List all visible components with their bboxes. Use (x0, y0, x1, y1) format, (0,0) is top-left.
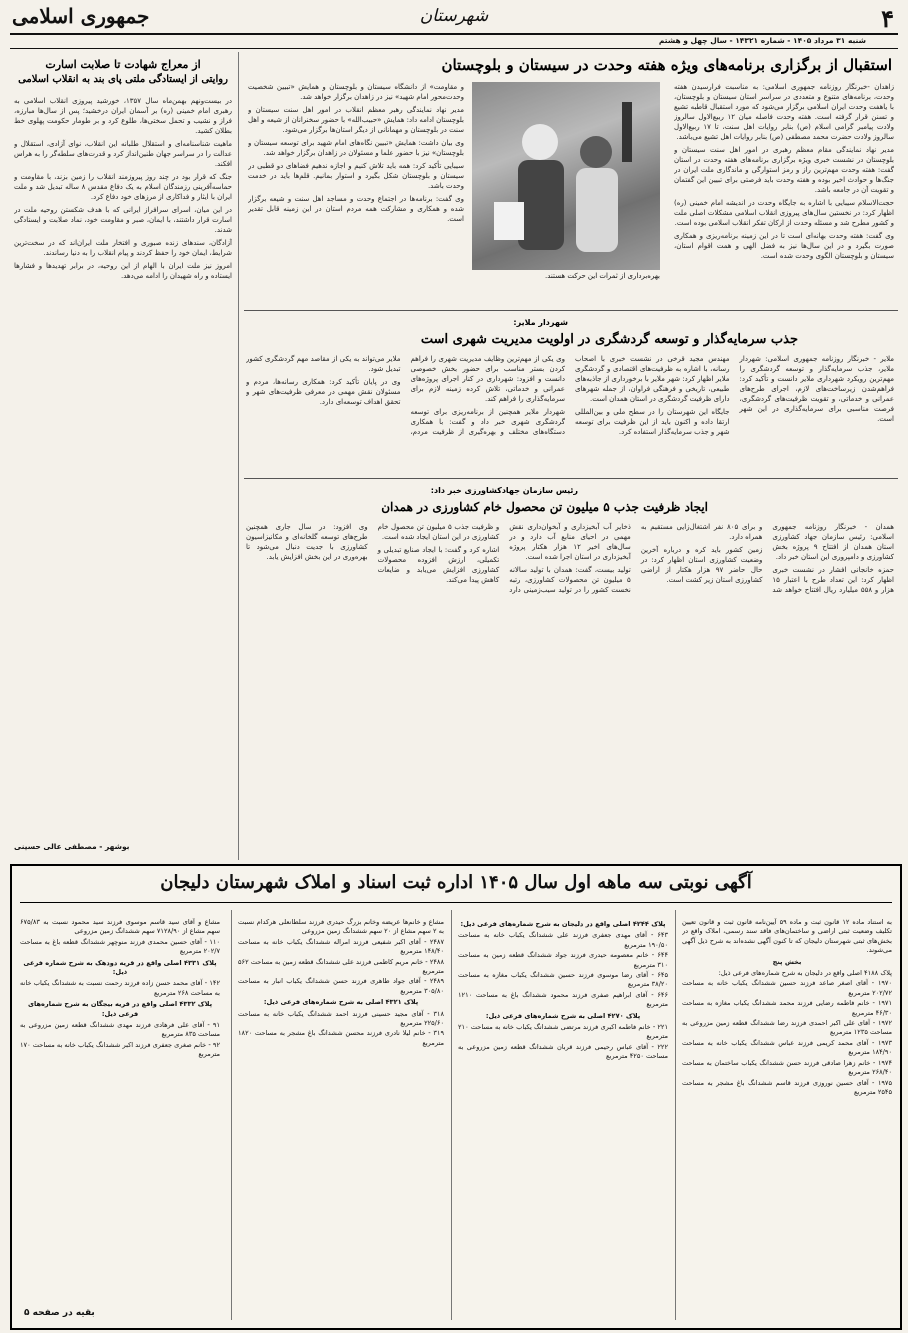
photo-icon (472, 82, 660, 270)
side-headline-line-1: از معراج شهادت تا صلابت اسارت (45, 58, 201, 71)
continued-note: بقیه در صفحه ۵ (24, 1308, 95, 1318)
notice-column-4 (20, 918, 220, 1308)
notice-entry: ۶۴۵ - آقای رضا موسوی فرزند حسین ششدانگ یکباب مغازه به مساحت ۳۸/۲۰ مترمربع (458, 971, 668, 989)
notice-title: آگهی نوبتی سه ماهه اول سال ۱۴۰۵ اداره ثبت اسناد و املاک شهرستان دلیجان (160, 872, 752, 893)
bottom-story-body (246, 522, 894, 856)
paragraph: وی در پایان تأکید کرد: همکاری رسانه‌ها، مردم و مسئولان نقش مهمی در معرفی ظرفیت‌های شهر و تحقق اهداف توسعه‌ای دارد. (246, 378, 401, 406)
notice-entry: پلاک ۴۱۸۸ اصلی واقع در دلیجان به شرح شماره‌های فرعی ذیل: (718, 969, 892, 978)
paragraph: زاهدان -خبرنگار روزنامه جمهوری اسلامی: به مناسبت فرارسیدن هفته وحدت، برنامه‌های متنوع و متعددی در سراسر استان سیستان و بلوچستان، با یاهفت وحدت ایران اسلامی برگزار می‌شود که مورد استقبال قاطبه تشیع و تسنن قرار گرفته است. هفته وحدت فاصله میان ۱۲ ربیع‌الاول سالروز ولادت پیامبر گرامی اسلام (ص) بنابر روایات اهل سنت، تا ۱۷ ربیع‌الاول سالروز ولادت حضرت محمد مصطفی (ص) بنابر روایات اهل تشیع می‌باشد. (674, 83, 894, 141)
paragraph: مهندس مجید قرخی در نشست خبری با اصحاب رسانه، با اشاره به ظرفیت‌های اقتصادی و گردشگری ملایر اظهار کرد: شهر ملایر با برخورداری از جاذبه‌های طبیعی، تاریخی و فرهنگی فراوان، از جمله شهرهای دارای ظرفیت گردشگری در استان همدان است. (575, 355, 730, 403)
paragraph: و مقاومت» از دانشگاه سیستان و بلوچستان و همایش «تبیین شخصیت وحدت‌محور امام شهید» نیز در زاهدان برگزار خواهد شد. (248, 83, 464, 101)
notice-entry: ۹۱ - آقای علی فرهادی فرزند مهدی ششدانگ قطعه زمین مزروعی به مساحت ۸۳۵ مترمربع (20, 1021, 220, 1039)
notice-entry: ۲۲۲ - آقای عباس رحیمی فرزند قربان ششدانگ قطعه زمین مزروعی به مساحت ۴۲۵۰ مترمربع (458, 1042, 668, 1061)
paragraph: سیبایی تأکید کرد: همه باید تلاش کنیم و اجازه ندهیم فضاهای دو قطبی در سیستان و بلوچستان شکل بگیرد و استوار بمانیم. قلم‌ها باید در خدمت وحدت باشد. (248, 162, 464, 190)
paragraph: ذخایر آب آبخیزداری و آبخوان‌داری نقش مهمی در احیای منابع آب دارد و در سال‌های اخیر ۱۲ هزار هکتار پروژه آبخیزداری در استان اجرا شده است. (509, 523, 631, 561)
paragraph: مدیر نهاد نمایندگی رهبر معظم انقلاب در امور اهل سنت سیستان و بلوچستان ادامه داد: همایش «حبیب‌الله» با حضور سخنرانان از شیعه و اهل سنت در بلوچستان و مهمانانی از دیگر استان‌ها برگزار می‌شود. (248, 106, 464, 134)
news-photo (472, 82, 660, 270)
paragraph: شهردار ملایر همچنین از برنامه‌ریزی برای توسعه گردشگری شهری خبر داد و گفت: با همکاری دستگاه‌های مختلف و بهره‌گیری از ظرفیت مردم، ملایر می‌تواند به یکی از مقاصد مهم گردشگری کشور تبدیل شود. (246, 355, 565, 436)
side-story-body (14, 96, 232, 834)
notice-entry: پلاک ۴۳۳۲ اصلی واقع در قریه بیجگان به شرح شماره‌های فرعی ذیل: (27, 1000, 213, 1018)
bottom-kicker: رئیس سازمان جهادکشاورزی خبر داد: (430, 486, 578, 495)
dateline-rule (10, 48, 898, 49)
column-divider (238, 52, 239, 860)
paragraph: در این میان، اسرای سرافراز ایرانی که با هدف شکستن روحیه ملت در اسارت قرار داشتند، با ایمان، صبر و مقاومت خود، نماد صلابت و ایستادگی شدند. (14, 206, 232, 234)
notice-rule (20, 902, 892, 903)
paragraph: حمزه خانجانی افشار در نشست خبری اظهار کرد: این تعداد طرح با اعتبار ۱۵ هزار و ۵۵۸ میلیارد ریال افتتاح خواهد شد و برای ۸۰۵ نفر اشتغال‌زایی مستقیم به همراه دارد. (640, 523, 894, 594)
middle-headline: جذب سرمایه‌گذار و توسعه گردشگری در اولویت مدیریت شهری است (420, 332, 798, 347)
section-name: شهرستان (419, 6, 489, 26)
paragraph: امروز نیز ملت ایران با الهام از این روحیه، در برابر تهدیدها و فشارها ایستاده و راه شهیدان را ادامه می‌دهد. (14, 262, 232, 280)
paragraph: وی گفت: برنامه‌ها در اجتماع وحدت و مساجد اهل سنت و شیعه برگزار شده و همکاری و مشارکت همه مردم استان در این زمینه قابل تقدیر است. (248, 195, 464, 223)
paragraph: وی افزود: در سال جاری همچنین طرح‌های توسعه گلخانه‌ای و مکانیزاسیون کشاورزی با جدیت دنبال می‌شود تا بهره‌وری در این بخش افزایش یابد. (246, 523, 368, 561)
main-story-column-2 (248, 82, 464, 304)
paragraph: مدیر نهاد نمایندگی مقام معظم رهبری در امور اهل سنت سیستان و بلوچستان در نشست خبری ویژه برگزاری برنامه‌های هفته وحدت در استان گفت: هفته وحدت مهم‌ترین راز و رمز استوارگی و ماندگاری ملت ایران در جنگ‌ها و حوادث اخیر بوده و هفته وحدت باید فرصتی برای تبیین این گفتمان و تقویت آن در جامعه باشد. (674, 146, 894, 194)
paragraph: ملایر - خبرنگار روزنامه جمهوری اسلامی: شهردار ملایر، جذب سرمایه‌گذار و توسعه گردشگری را مهم‌ترین رویکرد شهرداری ملایر دانست و تأکید کرد: فراهم‌شدن زیرساخت‌های لازم، اجرای طرح‌های عمرانی و خدماتی، و تقویت ظرفیت‌های گردشگری، فرصت مناسبی برای سرمایه‌گذاری در این شهر است. (739, 355, 894, 423)
paragraph: اشاره کرد و گفت: با ایجاد صنایع تبدیلی و تکمیلی، ارزش افزوده محصولات کشاورزی افزایش می‌یابد و ضایعات کاهش پیدا می‌کند. (377, 546, 500, 584)
notice-entry: ۱۹۷۳ - آقای محمد کریمی فرزند عباس ششدانگ یکباب خانه به مساحت ۱۸۴/۹۰ مترمربع (682, 1038, 892, 1057)
notice-entry: ۶۴۴ - خانم معصومه حیدری فرزند جواد ششدانگ قطعه زمین به مساحت ۳۱۰ مترمربع (458, 951, 668, 969)
paragraph: همدان - خبرنگار روزنامه جمهوری اسلامی: رئیس سازمان جهاد کشاورزی استان همدان از افتتاح ۹ پروژه بخش کشاورزی و دامپروری این استان خبر داد. (772, 523, 894, 561)
masthead: جمهوری اسلامی (12, 4, 150, 28)
notice-column-1 (682, 918, 892, 1322)
paragraph: جنگ که قرار بود در چند روز پیروزمند انقلاب را زمین بزند، با مقاومت و حماسه‌آفرینی رزمندگان اسلام به یک دفاع مقدس ۸ ساله تبدیل شد و ملت ایران با ایثار و فداکاری از مرزهای خود دفاع کرد. (14, 173, 232, 201)
notice-entry: مشاع و خانم‌ها عریضه وخانم بزرگ حیدری فرزند سلطانعلی هرکدام نسبت به ۲ سهم مشاع از ۲۰ سهم ششدانگ زمین مزروعی (238, 918, 444, 936)
paragraph: آزادگان، سندهای زنده صبوری و افتخار ملت ایران‌اند که در سخت‌ترین شرایط، ایمان خود را حفظ کردند و پیام انقلاب را به دنیا رساندند. (14, 239, 232, 257)
notice-entry: ۱۹۷۴ - خانم زهرا صادقی فرزند حسن ششدانگ یکباب ساختمان به مساحت ۲۶۸/۴۰ مترمربع (682, 1058, 892, 1077)
notice-entry: ۱۹۷۰ - آقای اصغر صاعد فرزند حسین ششدانگ یکباب خانه به مساحت ۲۰۲/۷۲ مترمربع (682, 979, 892, 997)
paragraph: تولید بیست، گفت: همدان با تولید سالانه ۵ میلیون تن محصولات کشاورزی، رتبه نخست کشور را در تولید سیب‌زمینی دارد و ظرفیت جذب ۵ میلیون تن محصول خام کشاورزی در این استان ایجاد شده است. (377, 523, 631, 594)
bottom-headline: ایجاد ظرفیت جذب ۵ میلیون تن محصول خام کشاورزی در همدان (381, 500, 708, 514)
paragraph: در بیست‌ونهم بهمن‌ماه سال ۱۳۵۷، خورشید پیروزی انقلاب اسلامی به رهبری امام خمینی (ره) بر آسمان ایران درخشید؛ پس از سال‌ها مبارزه، فراز و نشیب و تحمل سختی‌ها، طلوع کرد و بر طومار حکومت پهلوی خط بطلان کشید. (14, 97, 232, 135)
paragraph: وی گفت: هفته وحدت بهانه‌ای است تا در این زمینه برنامه‌ریزی و همکاری صورت بگیرد و در این سال‌ها نیز به فضل الهی و همت اقوام استان، سیستان و بلوچستان الگوی وحدت شده است. (674, 232, 894, 260)
middle-kicker: شهردار ملایر: (513, 318, 568, 327)
section-rule (244, 478, 898, 479)
notice-column-3 (238, 918, 444, 1322)
paragraph: وی یکی از مهم‌ترین وظایف مدیریت شهری را فراهم کردن بستر مناسب برای حضور بخش خصوصی دانست و افزود: شهرداری در کنار اجرای پروژه‌های عمرانی و خدماتی، تلاش کرده زمینه لازم برای سرمایه‌گذاری را فراهم کند. (410, 355, 565, 403)
side-headline-line-2: روایتی از ایستادگی ملتی پای بند به انقلاب اسلامی (18, 74, 228, 85)
middle-story-body (246, 354, 894, 472)
notice-entry: ۲۴۸۸ - خانم مریم کاظمی فرزند علی ششدانگ قطعه زمین به مساحت ۵۶۲ مترمربع (238, 957, 444, 976)
notice-entry: ۱۱۰ - آقای حسین محمدی فرزند منوچهر ششدانگ قطعه باغ به مساحت ۲۰۲/۷ مترمربع (20, 937, 220, 956)
notice-divider (451, 910, 452, 1320)
notice-entry: ۳۱۹ - خانم لیلا نادری فرزند محسن ششدانگ باغ مشجر به مساحت ۱۸۲۰ مترمربع (238, 1029, 444, 1047)
notice-entry: ۱۹۷۵ - آقای حسین نوروزی فرزند قاسم ششدانگ باغ مشجر به مساحت ۲۵۴۵ مترمربع (682, 1078, 892, 1096)
section-rule (244, 310, 898, 311)
notice-entry: ۶۴۶ - آقای ابراهیم صفری فرزند محمود ششدانگ باغ به مساحت ۱۲۱۰ مترمربع (458, 990, 668, 1009)
notice-entry: بخش پنج (772, 957, 802, 966)
notice-entry: ۹۲ - خانم صغری جعفری فرزند اکبر ششدانگ یکباب خانه به مساحت ۱۷۰ مترمربع (20, 1040, 220, 1059)
notice-intro: به استناد ماده ۱۲ قانون ثبت و ماده ۵۹ آیین‌نامه قانون ثبت و قانون تعیین تکلیف وضعیت ثبتی اراضی و ساختمان‌های فاقد سند رسمی، املاک واقع در بخش‌های ثبتی شهرستان دلیجان که تا کنون آگهی نشده‌اند به شرح ذیل آگهی می‌شوند. (682, 918, 892, 955)
notice-entry: ۳۱۸ - آقای مجید حسینی فرزند احمد ششدانگ یکباب خانه به مساحت ۲۲۵/۶۰ مترمربع (238, 1009, 444, 1028)
notice-entry: ۱۴۲ - آقای محمد حسن زاده فرزند رحمت نسبت به ششدانگ یکباب خانه به مساحت ۲۶۸ مترمربع (20, 979, 220, 997)
notice-entry: پلاک ۴۳۳۱ اصلی واقع در قریه دودهک به شرح شماره فرعی ذیل: (23, 958, 217, 977)
paragraph: زمین کشور باید کره و درباره آخرین وضعیت کشاورزی استان اظهار کرد: در حال حاضر ۹۷ هزار هکتار از اراضی کشاورزی استان زیر کشت است. (640, 546, 763, 584)
notice-column-2 (458, 918, 668, 1322)
notice-entry: ۱۹۷۱ - خانم فاطمه رضایی فرزند محمد ششدانگ یکباب مغازه به مساحت ۴۶/۳۰ مترمربع (682, 999, 892, 1017)
page-number: ۴ (881, 4, 894, 33)
side-story-author: بوشهر - مصطفی عالی حسینی (14, 842, 130, 851)
notice-entry: ۲۴۸۹ - آقای جواد طاهری فرزند حسن ششدانگ یکباب انبار به مساحت ۳۰۵/۸۰ مترمربع (238, 977, 444, 995)
notice-entry: پلاک ۴۲۷۰ اصلی به شرح شماره‌های فرعی ذیل: (485, 1011, 641, 1020)
notice-entry: مشاع و آقای سید قاسم موسوی فرزند سید محمود نسبت به ۶۷۵/۸۳ سهم مشاع از ۷۱۲۸/۹۰ سهم ششدانگ زمین مزروعی (20, 918, 220, 936)
notice-divider (675, 910, 676, 1320)
notice-entry: ۲۲۱ - خانم فاطمه اکبری فرزند مرتضی ششدانگ یکباب خانه به مساحت ۲۱۰ مترمربع (458, 1023, 668, 1041)
notice-entry: پلاک ۴۲۴۴ اصلی واقع در دلیجان به شرح شماره‌های فرعی ذیل: (460, 920, 666, 928)
notice-entry: پلاک ۴۳۲۱ اصلی به شرح شماره‌های فرعی ذیل: (263, 998, 419, 1007)
photo-caption: بهره‌برداری از ثمرات این حرکت هستند. (545, 272, 660, 280)
paragraph: حجت‌الاسلام سیبایی با اشاره به جایگاه وحدت در اندیشه امام خمینی (ره) اظهار کرد: در نخستین سال‌های پیروزی انقلاب اسلامی مشکلات اصلی ملت و کشور مطرح شد و مسئله وحدت از ارکان تفکر انقلاب اسلامی بوده است. (674, 199, 894, 227)
dateline: شنبه ۳۱ مرداد ۱۴۰۵ - شماره ۱۴۳۲۱ - سال چهل و هشتم (658, 36, 866, 45)
notice-entry: ۲۴۸۷ - آقای اکبر شفیعی فرزند امراله ششدانگ یکباب خانه به مساحت ۱۴۸/۴۰ مترمربع (238, 937, 444, 956)
legal-notice-box (10, 864, 902, 1330)
main-story-column-1 (674, 82, 894, 302)
paragraph: ماهیت شناسنامه‌ای و استقلال طلبانه این انقلاب، نوای آزادی، استقلال و عدالت را در سراسر جهان طنین‌انداز کرد و قدرت‌های سلطه‌گر را به هراس افکند. (14, 140, 232, 168)
notice-entry: ۱۹۷۲ - آقای علی اکبر احمدی فرزند رضا ششدانگ قطعه زمین مزروعی به مساحت ۱۲۳۵ مترمربع (682, 1019, 892, 1037)
notice-entry: ۶۴۳ - آقای مهدی جعفری فرزند علی ششدانگ یکباب خانه به مساحت ۱۹۰/۵۰ مترمربع (458, 931, 668, 949)
notice-divider (231, 910, 232, 1320)
header-rule (10, 33, 898, 35)
main-headline: استقبال از برگزاری برنامه‌های ویژه هفته وحدت در سیستان و بلوچستان (441, 56, 892, 74)
paragraph: جایگاه این شهرستان را در سطح ملی و بین‌المللی ارتقا داده و اکنون باید از این ظرفیت برای توسعه شهر و جذب سرمایه‌گذار استفاده کرد. (575, 408, 730, 436)
paragraph: وی بیان داشت: همایش «تبیین نگاه‌های امام شهید برای توسعه سیستان و بلوچستان» نیز با حضور علما و مسئولان در زاهدان برگزار خواهد شد. (248, 139, 464, 157)
